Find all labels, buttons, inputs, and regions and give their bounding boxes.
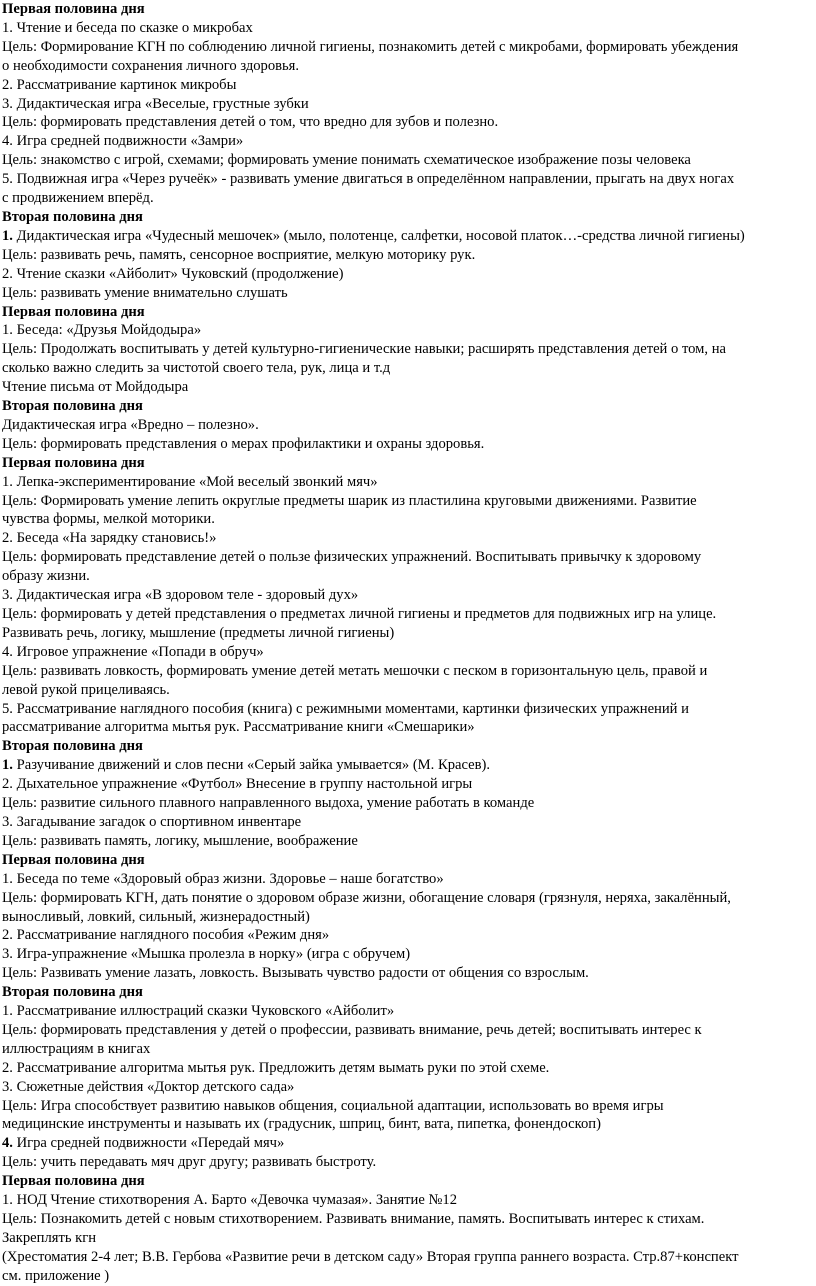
section-heading-first-half: Первая половина дня [2, 851, 145, 868]
activity-item: 2. Беседа «На зарядку становись!» [2, 530, 217, 547]
section-heading-second-half: Вторая половина дня [2, 984, 143, 1001]
goal-line: образу жизни. [2, 568, 90, 585]
goal-line: Цель: формировать у детей представления о предметах личной гигиены и предметов для подвижных игр на улице. [2, 606, 717, 622]
activity-item: 1. Чтение и беседа по сказке о микробах [2, 19, 253, 36]
goal-line: чувства формы, мелкой моторики. [2, 511, 215, 528]
activity-item: 5. Подвижная игра «Через ручеёк» - развивать умение двигаться в определённом направлении, прыгать на двух ногах [2, 171, 735, 188]
section-heading-second-half: Вторая половина дня [2, 738, 143, 755]
activity-item [2, 756, 814, 775]
activity-item: рассматривание алгоритма мытья рук. Рассматривание книги «Смешарики» [2, 719, 475, 736]
activity-item: 2. Чтение сказки «Айболит» Чуковский (продолжение) [2, 265, 344, 282]
activity-item: 2. Рассматривание алгоритма мытья рук. Предложить детям вымать руки по этой схеме. [2, 1059, 550, 1076]
goal-line: Цель: формировать представление детей о пользе физических упражнений. Воспитывать привычку к здоровому [2, 549, 702, 566]
goal-line: выносливый, ловкий, сильный, жизнерадостный) [2, 908, 310, 925]
activity-item: 4. Игра средней подвижности «Замри» [2, 133, 244, 150]
section-heading-first-half: Первая половина дня [2, 454, 145, 471]
goal-line: Цель: Игра способствует развитию навыков общения, социальной адаптации, использовать во время игры [2, 1097, 664, 1114]
section-heading-second-half: Вторая половина дня [2, 398, 143, 415]
goal-line: Цель: Продолжать воспитывать у детей культурно-гигиенические навыки; расширять представления детей о том, на [2, 341, 726, 358]
activity-item: 3. Игра-упражнение «Мышка пролезла в норку» (игра с обручем) [2, 946, 411, 963]
activity-item: 1. Беседа по теме «Здоровый образ жизни. Здоровье – наше богатство» [2, 870, 444, 887]
goal-line: Цель: формировать представления у детей о профессии, развивать внимание, речь детей; воспитывать интерес к [2, 1021, 702, 1038]
activity-item: 1. Лепка-экспериментирование «Мой веселый звонкий мяч» [2, 473, 378, 490]
item-number: 1. [2, 757, 13, 774]
activity-item: 1. Беседа: «Друзья Мойдодыра» [2, 322, 202, 339]
section-heading-first-half: Первая половина дня [2, 1173, 145, 1190]
activity-item: 5. Рассматривание наглядного пособия (книга) с режимными моментами, картинки физических упражнений и [2, 700, 689, 717]
activity-item: с продвижением вперёд. [2, 190, 154, 207]
section-heading-first-half: Первая половина дня [2, 1, 145, 17]
goal-line: Цель: развивать ловкость, формировать умение детей метать мешочки с песком в горизонтальную цель, правой и [2, 662, 708, 679]
goal-line: Цель: Познакомить детей с новым стихотворением. Развивать внимание, память. Воспитывать интерес к стихам. [2, 1211, 705, 1227]
activity-item: 3. Дидактическая игра «В здоровом теле - здоровый дух» [2, 587, 359, 604]
activity-item: 2. Дыхательное упражнение «Футбол» Внесение в группу настольной игры [2, 776, 473, 793]
activity-item [2, 227, 814, 246]
section-heading-second-half: Вторая половина дня [2, 208, 143, 225]
activity-item: 2. Рассматривание наглядного пособия «Режим дня» [2, 927, 330, 944]
goal-line: Цель: формировать представления о мерах профилактики и охраны здоровья. [2, 435, 485, 452]
item-text: Дидактическая игра «Чудесный мешочек» (мыло, полотенце, салфетки, носовой платок…-средства личной гигиены) [12, 227, 745, 244]
section-heading-first-half: Первая половина дня [2, 303, 145, 320]
item-number: 4. [2, 1135, 13, 1152]
goal-line: Цель: формировать КГН, дать понятие о здоровом образе жизни, обогащение словаря (грязнуля, неряха, закалённый, [2, 889, 731, 906]
goal-line: Цель: развитие сильного плавного направленного выдоха, умение работать в команде [2, 795, 535, 812]
goal-line: Цель: Формирование КГН по соблюдению личной гигиены, познакомить детей с микробами, формировать убеждения [2, 38, 739, 55]
activity-item: 2. Рассматривание картинок микробы [2, 76, 237, 93]
goal-line: Цель: Формировать умение лепить округлые предметы шарик из пластилина круговыми движениями. Развитие [2, 492, 697, 509]
goal-line: Цель: развивать умение внимательно слушать [2, 284, 288, 301]
goal-line: Закреплять кгн [2, 1229, 97, 1246]
item-text: Игра средней подвижности «Передай мяч» [12, 1135, 285, 1152]
goal-line: Цель: знакомство с игрой, схемами; формировать умение понимать схематическое изображение позы человека [2, 152, 691, 169]
goal-line: Цель: формировать представления детей о том, что вредно для зубов и полезно. [2, 114, 499, 131]
goal-line: Цель: учить передавать мяч друг другу; развивать быстроту. [2, 1154, 377, 1171]
goal-line: Цель: развивать речь, память, сенсорное восприятие, мелкую моторику рук. [2, 246, 476, 263]
item-text: Разучивание движений и слов песни «Серый зайка умывается» (М. Красев). [12, 757, 491, 774]
goal-line: Цель: развивать память, логику, мышление, воображение [2, 832, 358, 849]
reference-line: (Хрестоматия 2-4 лет; В.В. Гербова «Развитие речи в детском саду» Вторая группа раннего возраста. Стр.87+конспект [2, 1248, 739, 1265]
item-number: 1. [2, 227, 13, 244]
goal-line: левой рукой прицеливаясь. [2, 681, 170, 698]
reference-line: см. приложение ) [2, 1267, 110, 1284]
goal-line: Цель: Развивать умение лазать, ловкость. Вызывать чувство радости от общения со взрослым. [2, 965, 589, 982]
activity-item: 4. Игровое упражнение «Попади в обруч» [2, 643, 264, 660]
activity-item: 3. Дидактическая игра «Веселые, грустные зубки [2, 95, 309, 112]
activity-item: 3. Сюжетные действия «Доктор детского сада» [2, 1078, 295, 1095]
goal-line: о необходимости сохранения личного здоровья. [2, 57, 300, 74]
activity-item: 3. Загадывание загадок о спортивном инвентаре [2, 813, 302, 830]
activity-item [2, 1134, 814, 1153]
goal-line: иллюстрациям в книгах [2, 1040, 151, 1057]
goal-line: Развивать речь, логику, мышление (предметы личной гигиены) [2, 624, 395, 641]
activity-item: Дидактическая игра «Вредно – полезно». [2, 416, 259, 433]
goal-line: сколько важно следить за чистотой своего тела, рук, лица и т.д [2, 360, 391, 377]
activity-item: Чтение письма от Мойдодыра [2, 379, 189, 396]
goal-line: медицинские инструменты и называть их (градусник, шприц, бинт, вата, пипетка, фонендоскоп) [2, 1116, 601, 1133]
activity-item: 1. Рассматривание иллюстраций сказки Чуковского «Айболит» [2, 1003, 395, 1020]
activity-item: 1. НОД Чтение стихотворения А. Барто «Девочка чумазая». Занятие №12 [2, 1192, 457, 1209]
